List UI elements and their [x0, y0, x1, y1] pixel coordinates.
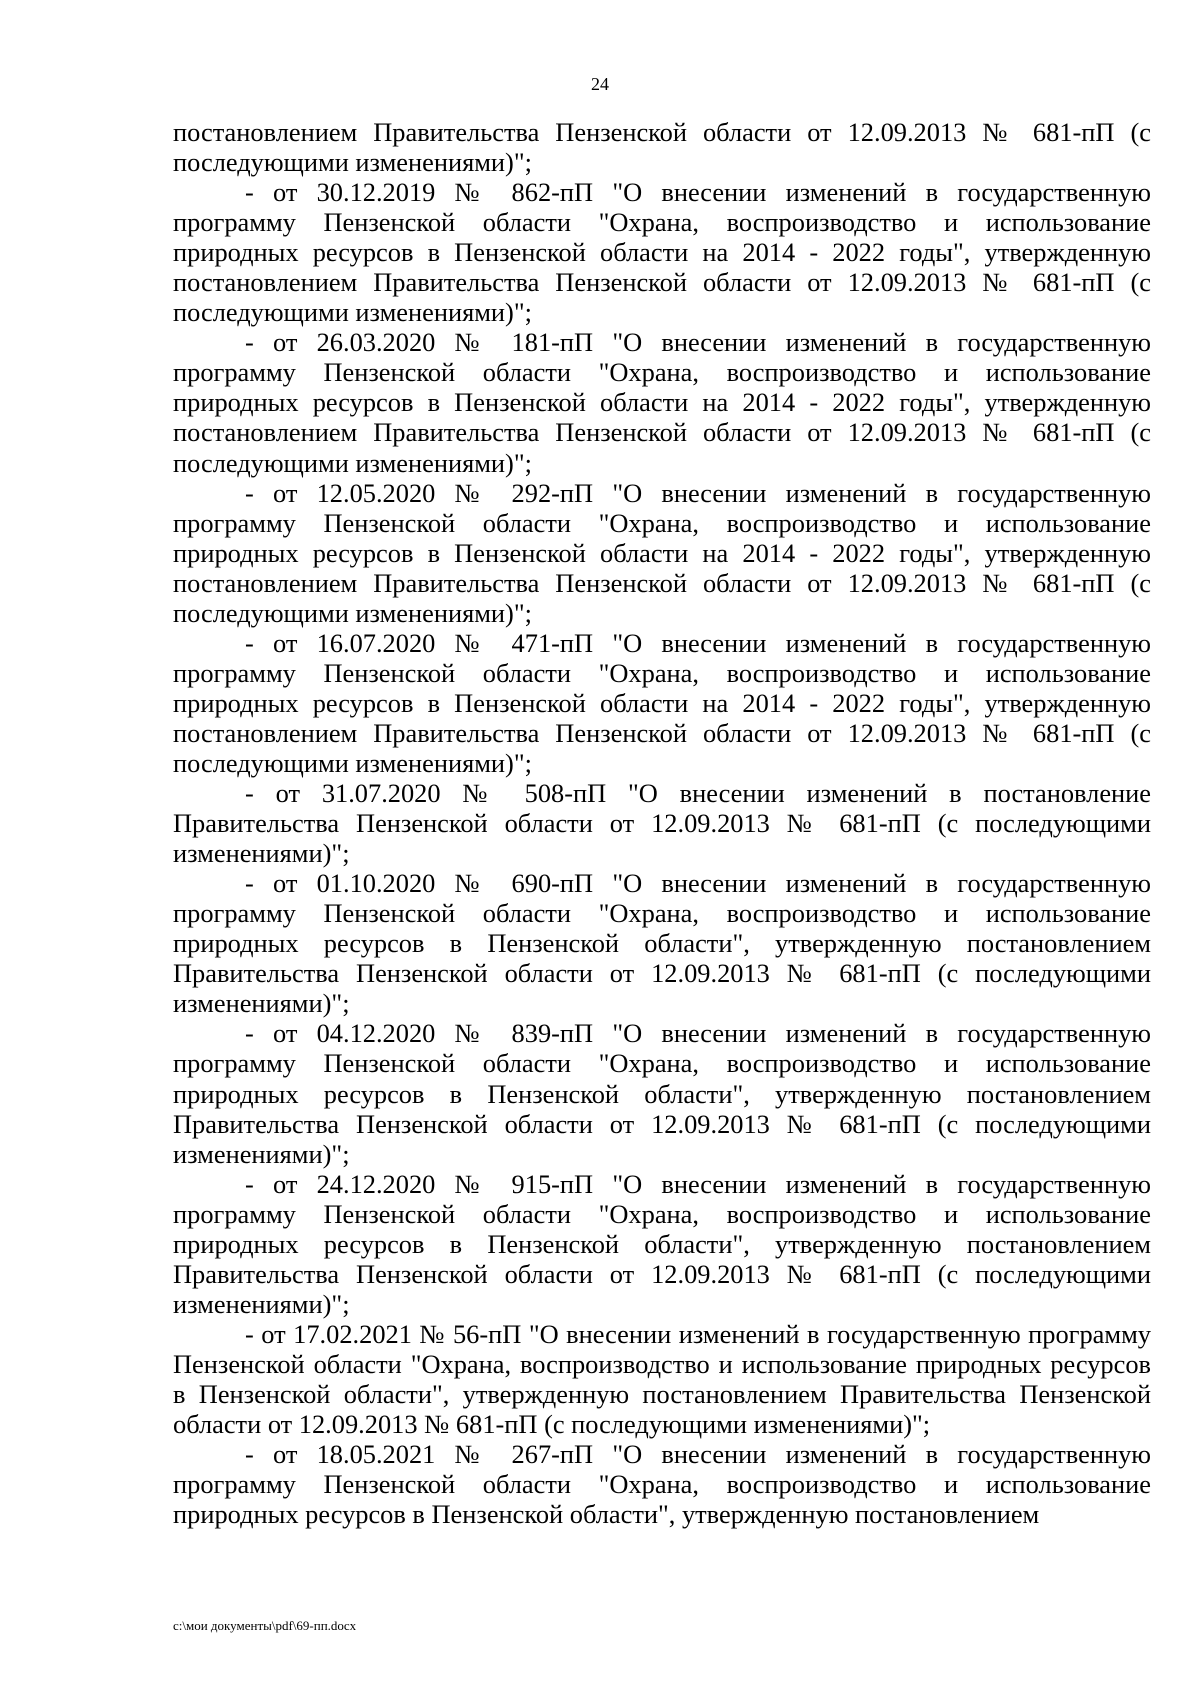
list-item-resolution: - от 01.10.2020 № 690-пП "О внесении изменений в государственную программу Пензенской области "Охрана, воспроизводство и использование природных ресурсов в Пензенской области", утвержденную постановлением Правительства Пензенской области от 12.09.2013 № 681-пП (с последующими изменениями)";	[173, 868, 1151, 1019]
footer-file-path: c:\мои документы\pdf\69-пп.docx	[173, 1618, 357, 1633]
list-item-resolution: - от 17.02.2021 № 56-пП "О внесении изменений в государственную программу Пензенской области "Охрана, воспроизводство и использование природных ресурсов в Пензенской области", утвержденную постановлением Правительства Пензенской области от 12.09.2013 № 681-пП (с последующими изменениями)";	[173, 1318, 1151, 1440]
list-item-resolution: - от 16.07.2020 № 471-пП "О внесении изменений в государственную программу Пензенской области "Охрана, воспроизводство и использование природных ресурсов в Пензенской области на 2014 - 2022 годы", утвержденную постановлением Правительства Пензенской области от 12.09.2013 № 681-пП (с последующими изменениями)";	[173, 627, 1151, 778]
list-item-resolution: - от 04.12.2020 № 839-пП "О внесении изменений в государственную программу Пензенской области "Охрана, воспроизводство и использование природных ресурсов в Пензенской области", утвержденную постановлением Правительства Пензенской области от 12.09.2013 № 681-пП (с последующими изменениями)";	[173, 1018, 1151, 1169]
page-number: 24	[591, 74, 609, 94]
list-item-resolution: - от 12.05.2020 № 292-пП "О внесении изменений в государственную программу Пензенской области "Охрана, воспроизводство и использование природных ресурсов в Пензенской области на 2014 - 2022 годы", утвержденную постановлением Правительства Пензенской области от 12.09.2013 № 681-пП (с последующими изменениями)";	[173, 477, 1151, 628]
list-item-resolution: - от 31.07.2020 № 508-пП "О внесении изменений в постановление Правительства Пензенской области от 12.09.2013 № 681-пП (с последующими изменениями)";	[173, 778, 1151, 869]
list-item-resolution: - от 30.12.2019 № 862-пП "О внесении изменений в государственную программу Пензенской области "Охрана, воспроизводство и использование природных ресурсов в Пензенской области на 2014 - 2022 годы", утвержденную постановлением Правительства Пензенской области от 12.09.2013 № 681-пП (с последующими изменениями)";	[173, 177, 1151, 328]
paragraph-continuation: постановлением Правительства Пензенской области от 12.09.2013 № 681-пП (с последующими изменениями)";	[173, 117, 1151, 178]
list-item-resolution: - от 18.05.2021 № 267-пП "О внесении изменений в государственную программу Пензенской области "Охрана, воспроизводство и использование природных ресурсов в Пензенской области", утвержденную постановлением	[173, 1439, 1151, 1530]
list-item-resolution: - от 24.12.2020 № 915-пП "О внесении изменений в государственную программу Пензенской области "Охрана, воспроизводство и использование природных ресурсов в Пензенской области", утвержденную постановлением Правительства Пензенской области от 12.09.2013 № 681-пП (с последующими изменениями)";	[173, 1168, 1151, 1319]
list-item-resolution: - от 26.03.2020 № 181-пП "О внесении изменений в государственную программу Пензенской области "Охрана, воспроизводство и использование природных ресурсов в Пензенской области на 2014 - 2022 годы", утвержденную постановлением Правительства Пензенской области от 12.09.2013 № 681-пП (с последующими изменениями)";	[173, 327, 1151, 478]
document-body	[173, 117, 1151, 1529]
